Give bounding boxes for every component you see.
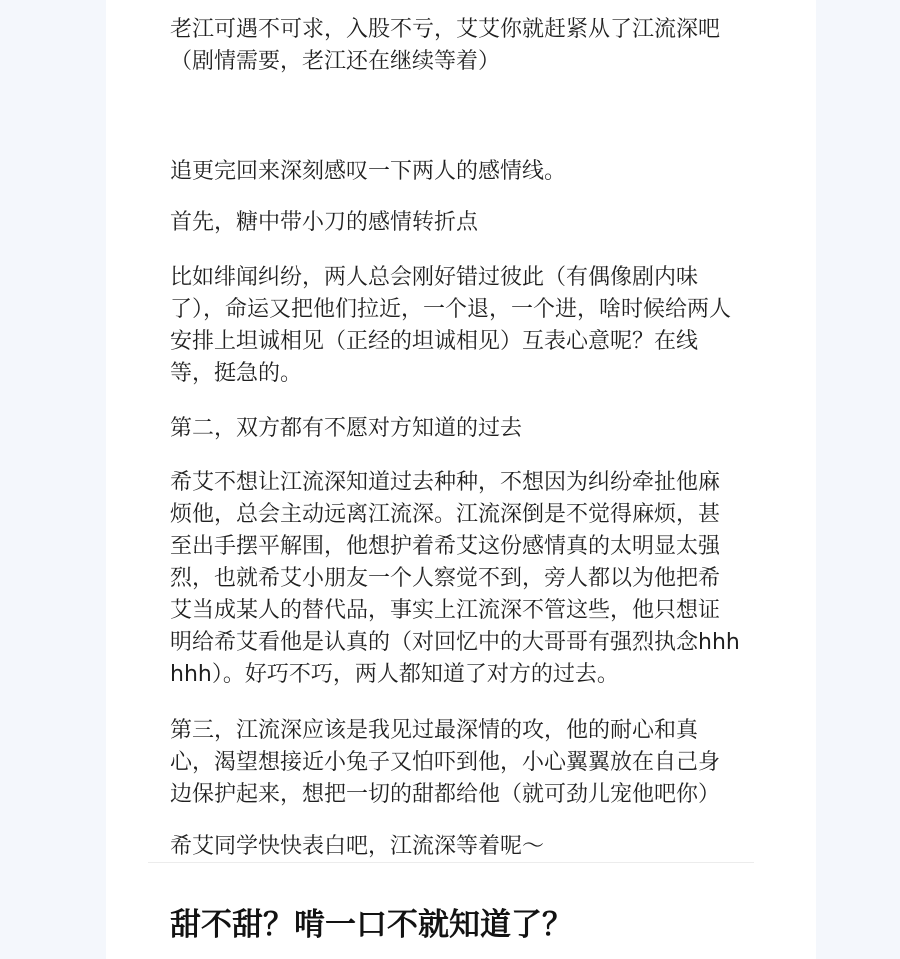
paragraph-intro: 老江可遇不可求，入股不亏，艾艾你就赶紧从了江流深吧（剧情需要，老江还在继续等着） <box>170 17 721 74</box>
paragraph-first-detail: 比如绯闻纠纷，两人总会刚好错过彼此（有偶像剧内味了），命运又把他们拉近，一个退，一个进，啥时候给两人安排上坦诚相见（正经的坦诚相见）互表心意呢？在线等，挺急的。 <box>170 265 732 386</box>
paragraph-second-point: 第二，双方都有不愿对方知道的过去 <box>170 416 523 441</box>
paragraph-third-point: 第三，江流深应该是我见过最深情的攻，他的耐心和真心，渴望想接近小兔子又怕吓到他，小心翼翼放在自己身边保护起来，想把一切的甜都给他（就可劲儿宠他吧你） <box>170 718 721 807</box>
paragraph-recap: 追更完回来深刻感叹一下两人的感情线。 <box>170 159 567 184</box>
section-divider <box>148 862 754 863</box>
paragraph-first-point: 首先，糖中带小刀的感情转折点 <box>170 210 479 235</box>
paragraph-second-detail: 希艾不想让江流深知道过去种种，不想因为纠纷牵扯他麻烦他，总会主动远离江流深。江流深倒是不觉得麻烦，甚至出手摆平解围，他想护着希艾这份感情真的太明显太强烈，也就希艾小朋友一个人察觉不到，旁人都以为他把希艾当成某人的替代品，事实上江流深不管这些，他只想证明给希艾看他是认真的（对回忆中的大哥哥有强烈执念hhhhhh）。好巧不巧，两人都知道了对方的过去。 <box>170 470 740 687</box>
section-heading: 甜不甜？啃一口不就知道了？ <box>170 907 573 943</box>
paragraph-closing: 希艾同学快快表白吧，江流深等着呢～ <box>170 834 545 859</box>
